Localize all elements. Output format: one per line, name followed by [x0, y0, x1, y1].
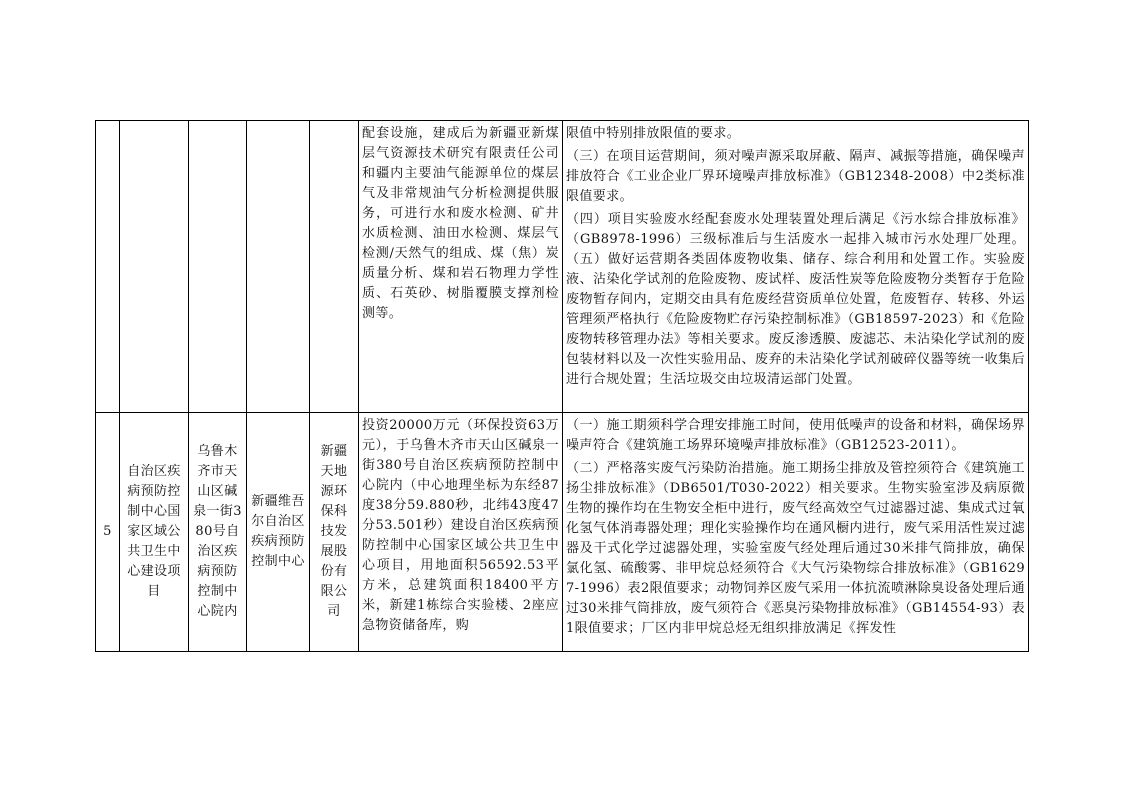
project-location: 乌鲁木齐市天山区碱泉一街380号自治区疾病预防控制中心院内 [193, 444, 242, 619]
content-cell [359, 413, 563, 652]
row-number: 5 [103, 524, 112, 539]
project-content-text: 配套设施，建成后为新疆亚新煤层气资源技术研究有限责任公司和疆内主要油气能源单位的煤层气及非常规油气分析检测提供服务，可进行水和废水检测、矿井水质检测、油田水检测、煤层气检测/天然气的组成、煤（焦）炭质量分析、煤和岩石物理力学性质、石英砂、树脂覆膜支撑剂检测等。 [362, 126, 559, 321]
project-name: 自治区疾病预防控制中心国家区域公共卫生中心建设项目 [127, 464, 181, 599]
row-number-cell [96, 121, 120, 413]
table-row [96, 413, 1029, 652]
table-row [96, 121, 1029, 413]
applicant-name: 新疆维吾尔自治区疾病预防控制中心 [251, 494, 305, 569]
applicant-cell [247, 413, 310, 652]
project-content-text: 投资20000万元（环保投资63万元），于乌鲁木齐市天山区碱泉一街380号自治区疾病预防控制中心院内（中心地理坐标为东经87度38分59.880秒，北纬43度47分53.501秒）建设自治区疾病预防控制中心国家区域公共卫生中心项目，用地面积56592.53平方米，总建筑面积18400平方米，新建1栋综合实验楼、2座应急物资储备库，购 [362, 418, 559, 633]
row-number-cell [96, 413, 120, 652]
project-name-cell [120, 121, 189, 413]
requirement-paragraph: （一）施工期须科学合理安排施工时间，使用低噪声的设备和材料，确保场界噪声符合《建筑施工场界环境噪声排放标准》（GB12523-2011）。 [566, 418, 1025, 453]
requirement-paragraph: （二）严格落实废气污染防治措施。施工期扬尘排放及管控须符合《建筑施工扬尘排放标准》（DB6501/T030-2022）相关要求。生物实验室涉及病原微生物的操作均在生物安全柜中进行，废气经高效空气过滤器过滤、集成式过氧化氢气体消毒器处理；理化实验操作均在通风橱内进行，废气采用活性炭过滤器及干式化学过滤器处理，实验室废气经处理后通过30米排气筒排放，确保氯化氢、硫酸雾、非甲烷总烃须符合《大气污染物综合排放标准》（GB16297-1996）表2限值要求；动物饲养区废气采用一体抗流喷淋除臭设备处理后通过30米排气筒排放，废气须符合《恶臭污染物排放标准》（GB14554-93）表1限值要求；厂区内非甲烷总烃无组织排放满足《挥发性 [566, 461, 1025, 636]
requirements-cell [563, 413, 1029, 652]
approval-table [95, 120, 1029, 652]
requirement-paragraph: （四）项目实验废水经配套废水处理装置处理后满足《污水综合排放标准》（GB8978-1996）三级标准后与生活废水一起排入城市污水处理厂处理。（五）做好运营期各类固体废物收集、储存、综合利用和处置工作。实验废液、沾染化学试剂的危险废物、废试样、废活性炭等危险废物分类暂存于危险废物暂存间内，定期交由具有危废经营资质单位处置，危废暂存、转移、外运管理须严格执行《危险废物贮存污染控制标准》（GB18597-2023）和《危险废物转移管理办法》等相关要求。废反渗透膜、废滤芯、未沾染化学试剂的废包装材料以及一次性实验用品、废弃的未沾染化学试剂破碎仪器等统一收集后进行合规处置；生活垃圾交由垃圾清运部门处置。 [566, 212, 1025, 387]
requirements-cell [563, 121, 1029, 413]
eia-org-cell [310, 121, 359, 413]
location-cell [189, 413, 247, 652]
eia-org-name: 新疆天地源环保科技发展股份有限公司 [320, 444, 348, 619]
eia-org-cell [310, 413, 359, 652]
location-cell [189, 121, 247, 413]
requirement-paragraph: （三）在项目运营期间，须对噪声源采取屏蔽、隔声、减振等措施，确保噪声排放符合《工业企业厂界环境噪声排放标准》（GB12348-2008）中2类标准限值要求。 [566, 149, 1025, 204]
project-name-cell [120, 413, 189, 652]
content-cell [359, 121, 563, 413]
requirement-paragraph: 限值中特别排放限值的要求。 [566, 126, 741, 141]
applicant-cell [247, 121, 310, 413]
